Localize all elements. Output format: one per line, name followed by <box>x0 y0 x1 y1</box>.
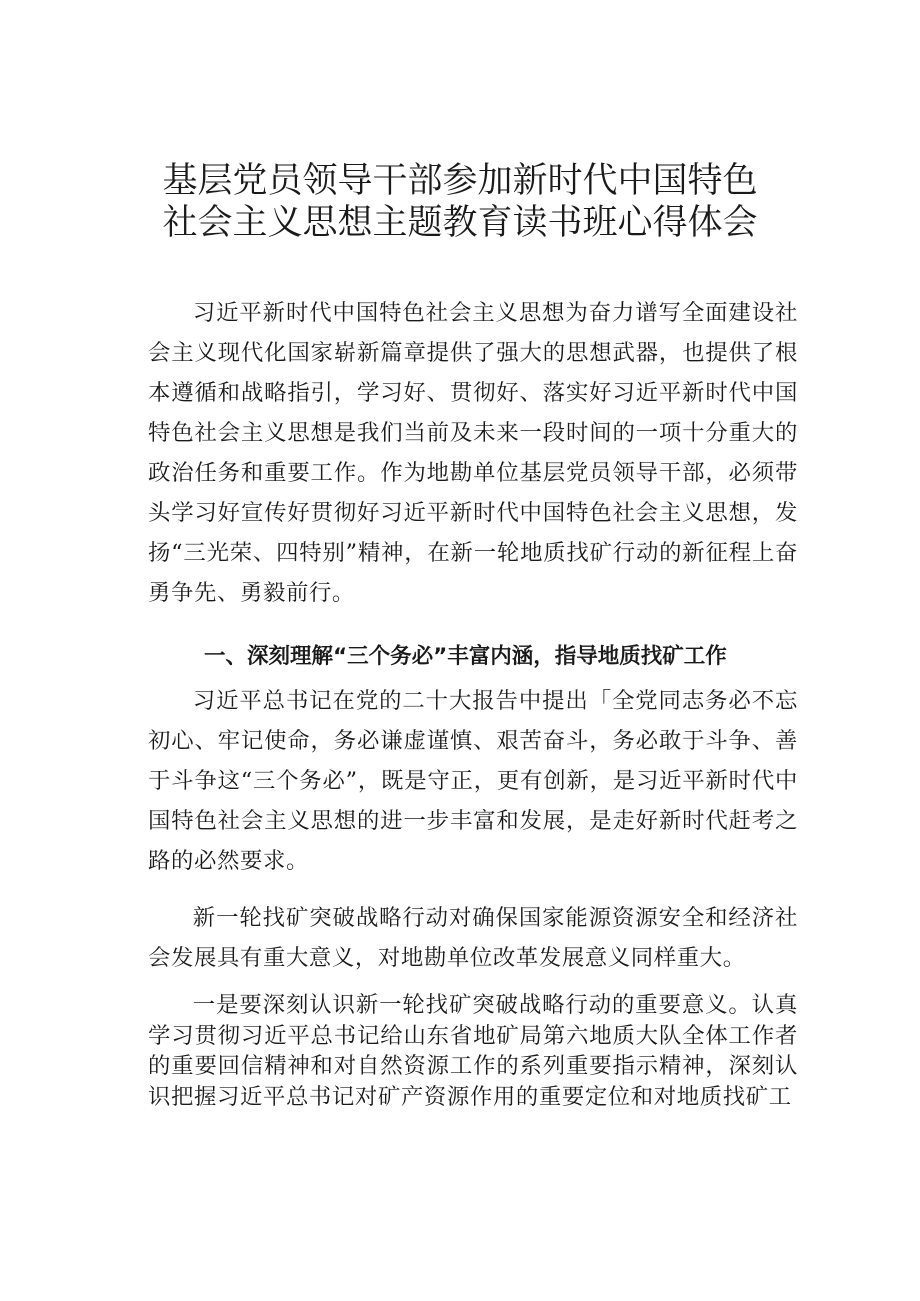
title-line-2: 社会主义思想主题教育读书班心得体会 <box>162 203 758 243</box>
document-title <box>140 160 780 244</box>
section-1-body-3 <box>148 990 798 1112</box>
section-1-body-2 <box>148 898 798 978</box>
title-line-1: 基层党员领导干部参加新时代中国特色 <box>162 161 758 201</box>
paragraph-mineral-action: 新一轮找矿突破战略行动对确保国家能源资源安全和经济社会发展具有重大意义，对地勘单位改革发展意义同样重大。 <box>148 905 798 971</box>
section-1-body <box>148 681 798 881</box>
paragraph-intro: 习近平新时代中国特色社会主义思想为奋力谱写全面建设社会主义现代化国家崭新篇章提供了强大的思想武器，也提供了根本遵循和战略指引，学习好、贯彻好、落实好习近平新时代中国特色社会主义思想是我们当前及未来一段时间的一项十分重大的政治任务和重要工作。作为地勘单位基层党员领导干部，必须带头学习好宣传好贯彻好习近平新时代中国特色社会主义思想，发扬“三光荣、四特别”精神，在新一轮地质找矿行动的新征程上奋勇争先、勇毅前行。 <box>148 300 798 606</box>
paragraph-point-one: 一是要深刻认识新一轮找矿突破战略行动的重要意义。认真学习贯彻习近平总书记给山东省地矿局第六地质大队全体工作者的重要回信精神和对自然资源工作的系列重要指示精神，深刻认识把握习近平总书记对矿产资源作用的重要定位和对地质找矿工 <box>148 992 798 1110</box>
section-heading-1: 一、深刻理解“三个务必”丰富内涵，指导地质找矿工作 <box>204 644 727 669</box>
intro-section <box>148 293 798 613</box>
paragraph-three-musts: 习近平总书记在党的二十大报告中提出「全党同志务必不忘初心、牢记使命，务必谦虚谨慎、艰苦奋斗，务必敢于斗争、善于斗争这“三个务必”，既是守正，更有创新，是习近平新时代中国特色社会主义思想的进一步丰富和发展，是走好新时代赶考之路的必然要求。 <box>148 688 798 874</box>
